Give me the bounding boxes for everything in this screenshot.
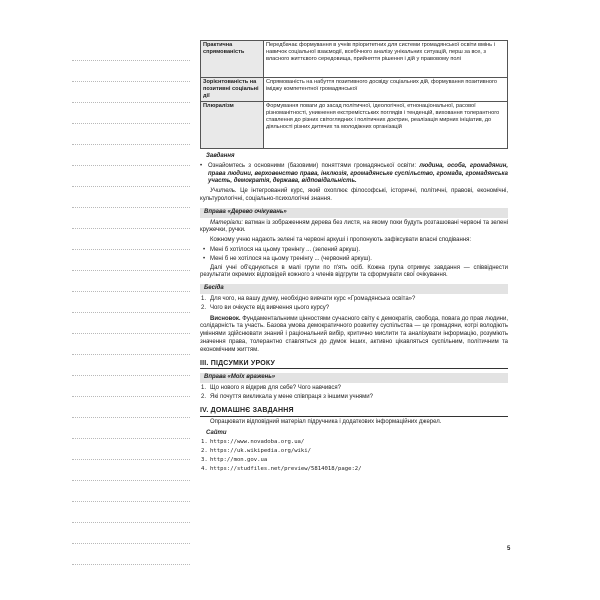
note-line bbox=[72, 166, 190, 187]
item-number: 4. bbox=[201, 465, 208, 472]
note-line bbox=[72, 481, 190, 502]
note-line bbox=[72, 61, 190, 82]
list-item bbox=[201, 447, 508, 456]
sites-heading: Сайти bbox=[206, 430, 227, 437]
table-row bbox=[201, 41, 508, 78]
list-item bbox=[201, 393, 508, 402]
note-line bbox=[72, 82, 190, 103]
note-line bbox=[72, 376, 190, 397]
note-line bbox=[72, 355, 190, 376]
note-lines bbox=[72, 40, 190, 565]
note-line bbox=[72, 145, 190, 166]
materials-paragraph bbox=[200, 220, 508, 236]
wishes-list bbox=[200, 247, 508, 264]
item-number: 1. bbox=[201, 385, 207, 392]
list-item bbox=[201, 465, 508, 474]
item-number: 2. bbox=[201, 304, 207, 311]
site-link[interactable]: https://www.novadoba.org.ua/ bbox=[210, 439, 305, 446]
teacher-text: Це інтегрований курс, який охоплює філософські, історичні, політичні, правові, економічні, культурологічні, соціально-психологічні знання. bbox=[200, 188, 508, 202]
conclusion-text: Фундаментальними цінностями сучасного світу є демократія, свобода, повага до прав людини, солідарність та участь. Базова умова демократичного розвитку суспільства — це громадяни, котрі володіють уміннями здійснювати знаний і раціональний вибір, критично мислити та аналізувати інформацію, розуміють значення права, толерантно ставляться до думок інших, активно цікавляться суспільним, політичним та економічним життям. bbox=[200, 315, 508, 353]
table-cell-label: Плюралізм bbox=[201, 102, 264, 149]
note-line bbox=[72, 460, 190, 481]
list-item bbox=[201, 295, 508, 304]
main-content bbox=[200, 40, 508, 474]
table-cell-label: Практична спрямованість bbox=[201, 41, 264, 78]
task-paragraph bbox=[200, 163, 508, 186]
talk-questions bbox=[200, 296, 508, 313]
conclusion-label: Висновок. bbox=[210, 315, 241, 322]
note-line bbox=[72, 187, 190, 208]
item-number: 3. bbox=[201, 456, 208, 463]
materials-text: ватман із зображенням дерева без листя, на якому поки будуть розташовані червоні та зелені кружечки, ручки. bbox=[200, 219, 509, 234]
note-line bbox=[72, 271, 190, 292]
table-cell-text: Спрямованість на набуття позитивного досвіду соціальних дій, формування позитивного іміджу компетентної громадянської bbox=[264, 78, 508, 102]
page-number: 5 bbox=[507, 546, 511, 552]
note-line bbox=[72, 40, 190, 61]
exercise-heading: Вправа «Дерево очікувань» bbox=[200, 208, 508, 218]
item-number: 2. bbox=[201, 393, 207, 400]
list-item bbox=[201, 456, 508, 465]
note-line bbox=[72, 124, 190, 145]
table-row bbox=[201, 102, 508, 149]
homework-text: Опрацювати відповідний матеріал підручника і додаткових інформаційних джерел. bbox=[210, 418, 442, 425]
list-item bbox=[201, 439, 508, 447]
list-item bbox=[201, 304, 508, 313]
item-text: Чого ви очікуєте від вивчення цього курсу? bbox=[210, 304, 330, 311]
item-text: Які почуття викликала у мене співпраця з іншими учнями? bbox=[210, 393, 373, 400]
list-item: • Мені б не хотілося на цьому тренінгу ... (червоний аркуш). bbox=[210, 256, 508, 264]
materials-label: Матеріали: bbox=[210, 219, 244, 226]
table-cell-label: Зорієнтованість на позитивні соціальні дії bbox=[201, 78, 264, 102]
list-item: • Мені б хотілося на цьому тренінгу ... (зелений аркуш). bbox=[210, 247, 508, 255]
exercise-groups-paragraph: Далі учні об'єднуються в малі групи по п'ять осіб. Кожна група отримує завдання — співвіднести результати окремих відповідей кожного з членів відгрупи та сформувати свої очікування. bbox=[200, 264, 508, 279]
list-item bbox=[201, 385, 508, 393]
note-line bbox=[72, 103, 190, 124]
note-line bbox=[72, 397, 190, 418]
note-line bbox=[72, 544, 190, 565]
item-text: Для чого, на вашу думку, необхідно вивчати курс «Громадянська освіта»? bbox=[210, 295, 416, 302]
talk-heading: Бесіда bbox=[200, 284, 508, 294]
note-line bbox=[72, 523, 190, 544]
item-number: 1. bbox=[201, 295, 207, 302]
sites-list bbox=[200, 439, 508, 473]
note-line bbox=[72, 418, 190, 439]
teacher-label: Учитель. bbox=[210, 188, 237, 195]
exercise-paragraph: Кожному учню надають зелені та червоні аркуші і пропонують зафіксувати власні сподівання: bbox=[210, 237, 472, 244]
task-intro: Ознайомтесь з основними (базовими) поняттями громадянської освіти: bbox=[208, 162, 417, 169]
note-line bbox=[72, 439, 190, 460]
summary-exercise-heading: Вправа «Моїх вражень» bbox=[200, 373, 508, 383]
summary-questions bbox=[200, 385, 508, 402]
homework-title: IV. ДОМАШНЄ ЗАВДАННЯ bbox=[200, 407, 508, 417]
site-link[interactable]: https://studfiles.net/preview/5814018/page:2/ bbox=[210, 465, 362, 472]
table-cell-text: Передбачає формування в учнів пріоритетних для системи громадянської освіти вмінь і навичок соціальної взаємодії, всебічного аналізу унікальних ситуацій, перш за все, з власного життєвого середовища, прийняття рішення і дій у правовому полі bbox=[264, 41, 508, 78]
task-heading: Завдання bbox=[206, 153, 235, 159]
bullet-icon: • bbox=[200, 162, 203, 169]
site-link[interactable]: http://mon.gov.ua bbox=[210, 456, 268, 463]
task-terms: людина, особа, громадянин, права людини, верховенство права, інклюзія, громадянське суспільство, громада, громадянська участь, демократія, держава, відповідальність. bbox=[208, 162, 508, 185]
note-line bbox=[72, 334, 190, 355]
note-line bbox=[72, 292, 190, 313]
conclusion-paragraph bbox=[200, 316, 508, 355]
site-link[interactable]: https://uk.wikipedia.org/wiki/ bbox=[210, 447, 312, 454]
note-line bbox=[72, 502, 190, 523]
teacher-paragraph bbox=[200, 188, 508, 204]
note-line bbox=[72, 229, 190, 250]
summary-title: ІІІ. ПІДСУМКИ УРОКУ bbox=[200, 360, 508, 370]
principles-table bbox=[200, 40, 508, 149]
item-number: 1. bbox=[201, 439, 208, 446]
note-line bbox=[72, 208, 190, 229]
item-text: Що нового я відкрив для себе? Чого навчився? bbox=[210, 385, 341, 392]
note-line bbox=[72, 313, 190, 334]
table-row bbox=[201, 78, 508, 102]
note-line bbox=[72, 250, 190, 271]
item-number: 2. bbox=[201, 447, 208, 454]
table-cell-text: Формування поваги до засад політичної, ідеологічної, етнонаціональної, расової різноманітності, уникнення екстремістських поглядів і тенденцій, виховання толерантного ставлення до різних світоглядних і політичних доктрин, реалізація мирних ініціатив, до діяльності різних дитячих та молодіжних організацій bbox=[264, 102, 508, 149]
